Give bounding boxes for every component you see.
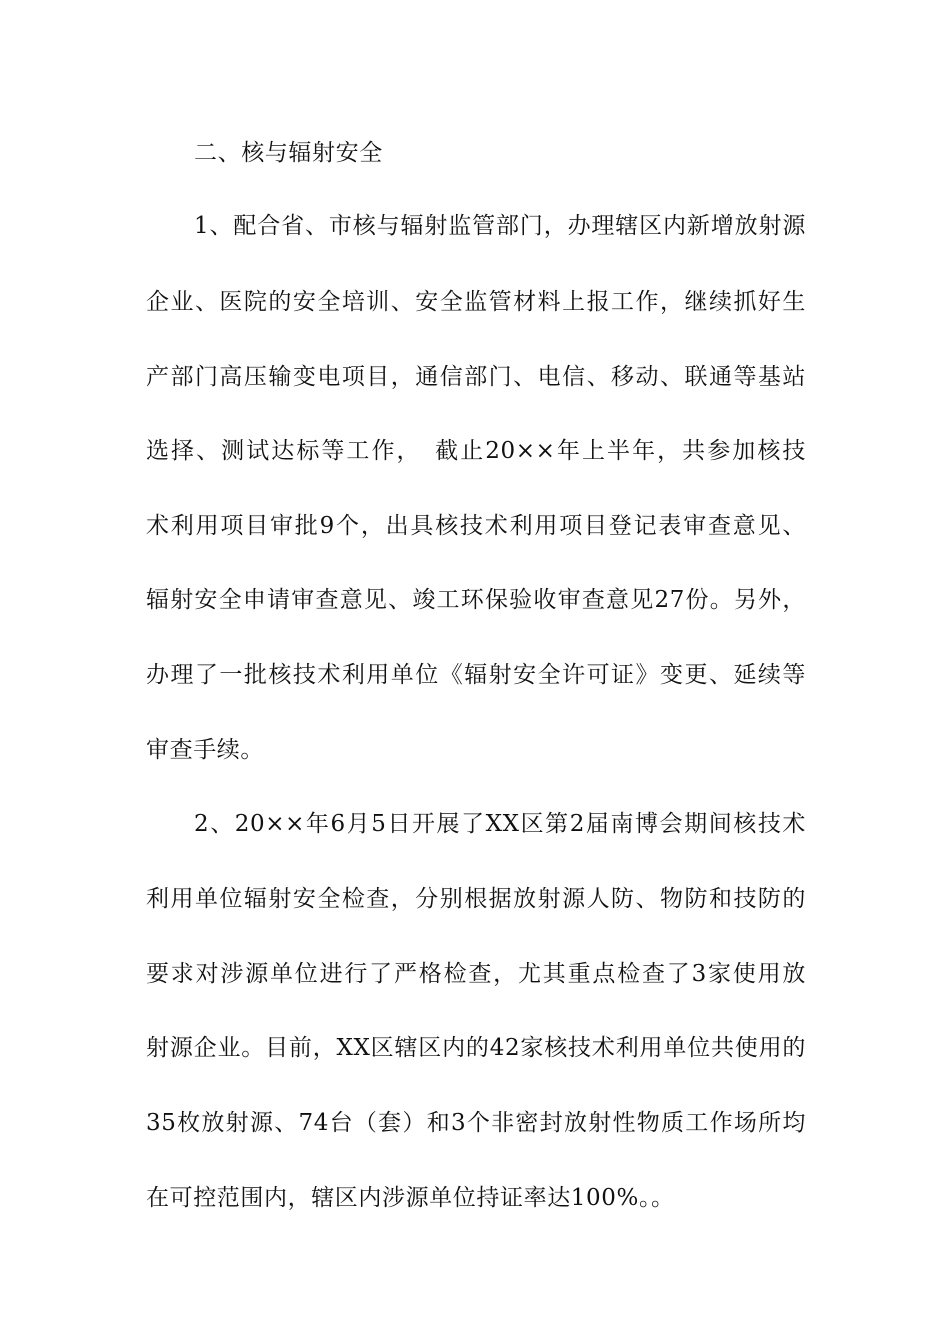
section-heading: 二、核与辐射安全: [194, 140, 383, 166]
paragraph-line: 2、20××年6月5日开展了XX区第2届南博会期间核技术: [194, 811, 806, 837]
paragraph-line: 要求对涉源单位进行了严格检查，尤其重点检查了3家使用放: [146, 961, 806, 987]
paragraph-line: 辐射安全申请审查意见、竣工环保验收审查意见27份。另外，: [146, 587, 806, 613]
paragraph-line: 术利用项目审批9个，出具核技术利用项目登记表审查意见、: [146, 513, 806, 539]
paragraph-line: 产部门高压输变电项目，通信部门、电信、移动、联通等基站: [146, 364, 806, 390]
paragraph-line: 审查手续。: [146, 737, 264, 763]
paragraph-line: 利用单位辐射安全检查，分别根据放射源人防、物防和技防的: [146, 886, 806, 912]
paragraph-line: 选择、测试达标等工作， 截止20××年上半年，共参加核技: [146, 438, 806, 464]
paragraph-line: 企业、医院的安全培训、安全监管材料上报工作，继续抓好生: [146, 289, 806, 315]
paragraph-line: 35枚放射源、74台（套）和3个非密封放射性物质工作场所均: [146, 1110, 806, 1136]
paragraph-line: 在可控范围内，辖区内涉源单位持证率达100%。。: [146, 1185, 675, 1211]
paragraph-line: 1、配合省、市核与辐射监管部门，办理辖区内新增放射源: [194, 213, 806, 239]
paragraph-line: 射源企业。目前，XX区辖区内的42家核技术利用单位共使用的: [146, 1035, 806, 1061]
paragraph-line: 办理了一批核技术利用单位《辐射安全许可证》变更、延续等: [146, 662, 806, 688]
